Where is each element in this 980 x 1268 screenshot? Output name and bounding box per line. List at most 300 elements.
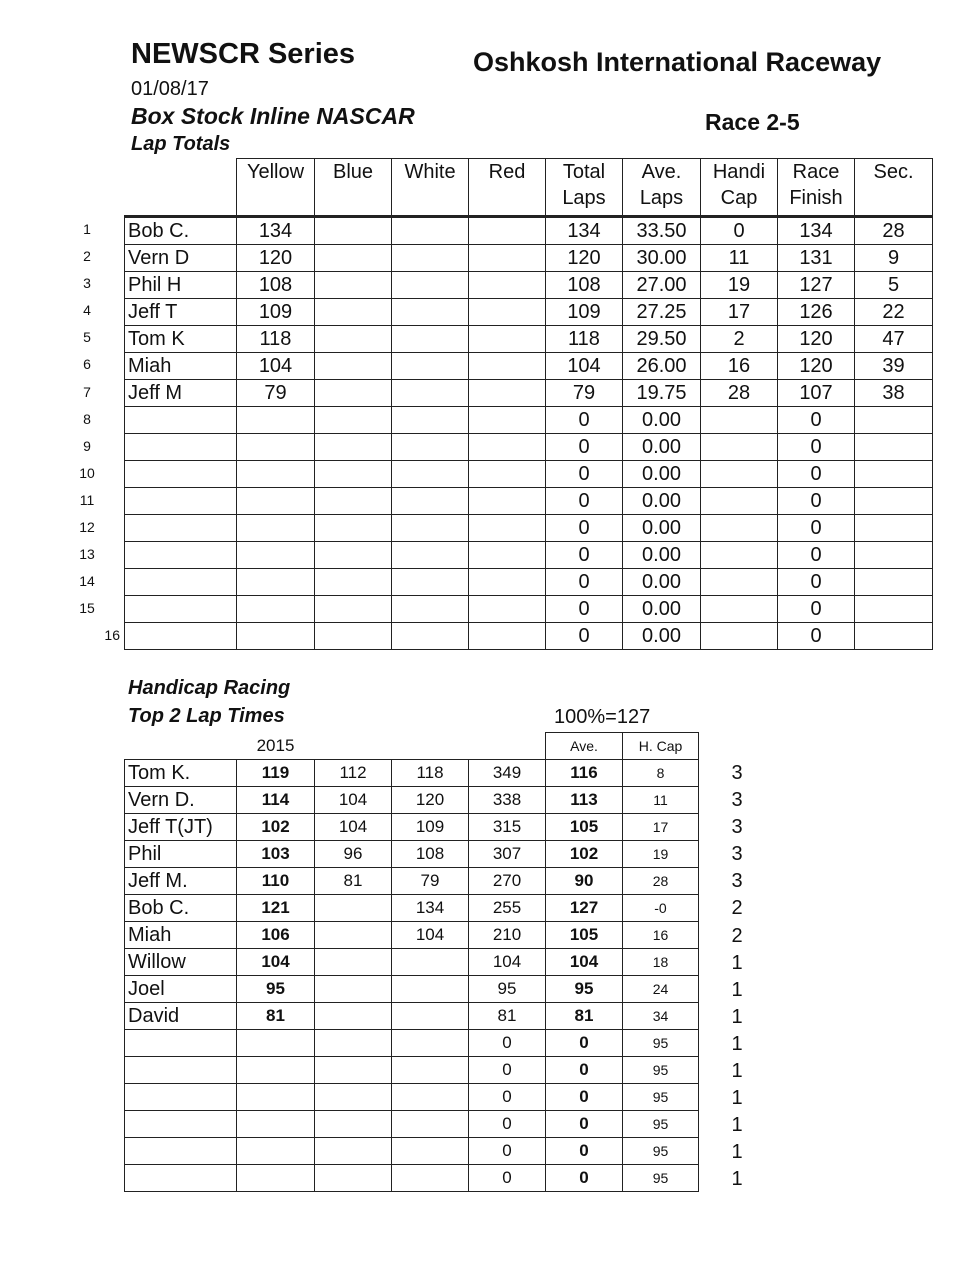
lap-cell-yellow — [237, 569, 315, 596]
lap-cell-finish: 0 — [778, 542, 855, 569]
lap-cell-name — [125, 488, 237, 515]
lap-cell-white — [392, 488, 469, 515]
hc-cell-hcap: 18 — [623, 949, 699, 976]
hc-cell-c1: 104 — [237, 949, 315, 976]
lap-table-header-row — [125, 159, 933, 217]
lap-cell-blue — [315, 380, 392, 407]
lap-cell-handicap — [701, 461, 778, 488]
lap-cell-blue — [315, 299, 392, 326]
header-ave-laps-label: Ave. Laps — [639, 161, 684, 209]
hc-cell-hcap: 17 — [623, 814, 699, 841]
hc-cell-c2 — [315, 1165, 392, 1192]
lap-cell-yellow: 109 — [237, 299, 315, 326]
header-red: Red — [469, 159, 546, 217]
lap-cell-red — [469, 272, 546, 299]
hc-cell-ave: 116 — [546, 760, 623, 787]
lap-cell-total: 104 — [546, 353, 623, 380]
hc-cell-c3 — [392, 1003, 469, 1030]
lap-cell-finish: 0 — [778, 434, 855, 461]
lap-cell-red — [469, 515, 546, 542]
handicap-row — [125, 1003, 699, 1030]
hc-cell-ave: 0 — [546, 1030, 623, 1057]
hc-cell-ave: 127 — [546, 895, 623, 922]
lap-cell-yellow — [237, 461, 315, 488]
hc-cell-hcap: 16 — [623, 922, 699, 949]
lap-cell-name: Vern D — [125, 245, 237, 272]
hc-cell-c3 — [392, 1138, 469, 1165]
lap-cell-sec — [855, 515, 933, 542]
lap-cell-finish: 120 — [778, 326, 855, 353]
row-number: 2 — [83, 248, 91, 265]
hc-cell-c3: 109 — [392, 814, 469, 841]
hc-cell-c1: 110 — [237, 868, 315, 895]
lap-cell-yellow — [237, 596, 315, 623]
row-number: 13 — [79, 546, 95, 563]
lap-table-row — [125, 434, 933, 461]
hc-header-hcap: H. Cap — [623, 733, 699, 760]
race-count: 3 — [731, 870, 743, 893]
hc-cell-sum: 0 — [469, 1165, 546, 1192]
lap-cell-total: 0 — [546, 461, 623, 488]
lap-cell-finish: 0 — [778, 623, 855, 650]
lap-cell-blue — [315, 326, 392, 353]
lap-table-row — [125, 353, 933, 380]
handicap-row — [125, 814, 699, 841]
event-date: 01/08/17 — [131, 78, 209, 100]
lap-cell-handicap — [701, 434, 778, 461]
hc-header-blank-4 — [469, 733, 546, 760]
lap-cell-white — [392, 407, 469, 434]
hc-cell-c1 — [237, 1111, 315, 1138]
lap-cell-total: 0 — [546, 407, 623, 434]
hc-cell-sum: 315 — [469, 814, 546, 841]
hc-cell-c2 — [315, 922, 392, 949]
handicap-row — [125, 895, 699, 922]
lap-cell-blue — [315, 515, 392, 542]
lap-cell-name: Phil H — [125, 272, 237, 299]
lap-cell-white — [392, 299, 469, 326]
race-count: 1 — [731, 951, 743, 974]
header-race-finish — [778, 159, 855, 217]
lap-cell-name: Jeff T — [125, 299, 237, 326]
lap-cell-yellow: 108 — [237, 272, 315, 299]
hc-cell-name: Jeff M. — [125, 868, 237, 895]
lap-cell-handicap: 2 — [701, 326, 778, 353]
hc-cell-c3 — [392, 1084, 469, 1111]
lap-cell-white — [392, 245, 469, 272]
lap-cell-ave: 27.00 — [623, 272, 701, 299]
lap-cell-finish: 0 — [778, 515, 855, 542]
lap-cell-finish: 126 — [778, 299, 855, 326]
header-blue: Blue — [315, 159, 392, 217]
hc-cell-hcap: 95 — [623, 1111, 699, 1138]
lap-cell-name — [125, 542, 237, 569]
hc-cell-c1: 121 — [237, 895, 315, 922]
hc-cell-c1: 95 — [237, 976, 315, 1003]
lap-cell-ave: 26.00 — [623, 353, 701, 380]
handicap-table — [124, 732, 699, 1192]
hc-cell-name: Joel — [125, 976, 237, 1003]
hc-cell-c3 — [392, 949, 469, 976]
lap-cell-red — [469, 623, 546, 650]
hc-cell-ave: 81 — [546, 1003, 623, 1030]
row-number: 7 — [83, 383, 91, 400]
hc-cell-sum: 0 — [469, 1111, 546, 1138]
lap-cell-handicap: 17 — [701, 299, 778, 326]
hc-cell-c3 — [392, 1111, 469, 1138]
handicap-row — [125, 1084, 699, 1111]
hc-cell-name: Miah — [125, 922, 237, 949]
hc-cell-c1: 119 — [237, 760, 315, 787]
header-handicap-label: Handi Cap — [712, 161, 766, 209]
lap-table-row — [125, 569, 933, 596]
lap-cell-handicap — [701, 515, 778, 542]
lap-cell-handicap: 11 — [701, 245, 778, 272]
lap-cell-handicap: 0 — [701, 217, 778, 245]
lap-cell-ave: 0.00 — [623, 542, 701, 569]
hc-cell-name — [125, 1165, 237, 1192]
lap-cell-ave: 0.00 — [623, 434, 701, 461]
race-class: Box Stock Inline NASCAR — [131, 103, 415, 129]
hc-cell-c1 — [237, 1057, 315, 1084]
lap-cell-total: 0 — [546, 434, 623, 461]
hc-cell-name — [125, 1084, 237, 1111]
lap-cell-white — [392, 596, 469, 623]
hc-cell-c3: 79 — [392, 868, 469, 895]
hc-cell-sum: 338 — [469, 787, 546, 814]
section-subtitle-top-laps: Top 2 Lap Times — [128, 705, 285, 727]
lap-cell-total: 0 — [546, 569, 623, 596]
lap-cell-name: Tom K — [125, 326, 237, 353]
lap-cell-sec — [855, 488, 933, 515]
lap-cell-finish: 131 — [778, 245, 855, 272]
handicap-row — [125, 1165, 699, 1192]
lap-cell-total: 0 — [546, 623, 623, 650]
hc-cell-c2 — [315, 1111, 392, 1138]
lap-cell-blue — [315, 245, 392, 272]
hc-cell-name: Tom K. — [125, 760, 237, 787]
hc-cell-c1 — [237, 1030, 315, 1057]
hc-cell-c1: 102 — [237, 814, 315, 841]
lap-cell-total: 0 — [546, 542, 623, 569]
lap-cell-yellow: 134 — [237, 217, 315, 245]
row-number: 12 — [79, 519, 95, 536]
hc-cell-hcap: 8 — [623, 760, 699, 787]
row-number: 5 — [83, 329, 91, 346]
hc-cell-c2 — [315, 976, 392, 1003]
lap-cell-sec — [855, 623, 933, 650]
race-count: 1 — [731, 1005, 743, 1028]
lap-cell-ave: 0.00 — [623, 461, 701, 488]
lap-cell-handicap — [701, 488, 778, 515]
hc-cell-name — [125, 1111, 237, 1138]
lap-cell-red — [469, 434, 546, 461]
lap-cell-sec — [855, 542, 933, 569]
lap-cell-finish: 107 — [778, 380, 855, 407]
lap-cell-red — [469, 596, 546, 623]
race-number: Race 2-5 — [705, 109, 800, 135]
race-count: 3 — [731, 843, 743, 866]
lap-cell-red — [469, 380, 546, 407]
lap-cell-ave: 0.00 — [623, 596, 701, 623]
lap-cell-sec: 38 — [855, 380, 933, 407]
lap-cell-blue — [315, 488, 392, 515]
hc-cell-c2 — [315, 1057, 392, 1084]
lap-cell-white — [392, 434, 469, 461]
lap-cell-white — [392, 272, 469, 299]
hc-cell-c2 — [315, 895, 392, 922]
lap-cell-blue — [315, 407, 392, 434]
hc-cell-sum: 0 — [469, 1084, 546, 1111]
race-count: 1 — [731, 1087, 743, 1110]
lap-cell-yellow: 118 — [237, 326, 315, 353]
hc-cell-c3: 108 — [392, 841, 469, 868]
header-blank — [125, 159, 237, 217]
race-count: 1 — [731, 1141, 743, 1164]
lap-cell-handicap — [701, 569, 778, 596]
hc-header-year: 2015 — [256, 735, 295, 755]
header-sec: Sec. — [855, 159, 933, 217]
lap-cell-sec: 9 — [855, 245, 933, 272]
hc-cell-c2: 81 — [315, 868, 392, 895]
lap-cell-ave: 30.00 — [623, 245, 701, 272]
lap-table-row — [125, 515, 933, 542]
hc-cell-name: Phil — [125, 841, 237, 868]
hc-cell-name — [125, 1057, 237, 1084]
lap-cell-yellow — [237, 542, 315, 569]
hc-cell-hcap: 19 — [623, 841, 699, 868]
lap-cell-blue — [315, 596, 392, 623]
hc-header-ave: Ave. — [546, 733, 623, 760]
hc-cell-c1 — [237, 1084, 315, 1111]
lap-table-row — [125, 245, 933, 272]
lap-cell-name: Miah — [125, 353, 237, 380]
lap-cell-ave: 0.00 — [623, 623, 701, 650]
lap-cell-sec — [855, 461, 933, 488]
hc-cell-c3 — [392, 1057, 469, 1084]
hc-cell-name — [125, 1030, 237, 1057]
race-count: 3 — [731, 762, 743, 784]
lap-cell-red — [469, 353, 546, 380]
lap-cell-finish: 127 — [778, 272, 855, 299]
race-count: 1 — [731, 978, 743, 1001]
handicap-formula: 100%=127 — [554, 706, 651, 728]
lap-table-row — [125, 380, 933, 407]
lap-cell-total: 79 — [546, 380, 623, 407]
lap-cell-blue — [315, 272, 392, 299]
lap-cell-handicap — [701, 623, 778, 650]
handicap-row — [125, 1057, 699, 1084]
lap-cell-finish: 0 — [778, 407, 855, 434]
header-white: White — [392, 159, 469, 217]
hc-cell-sum: 0 — [469, 1138, 546, 1165]
lap-cell-blue — [315, 569, 392, 596]
header-race-finish-label: Race Finish — [789, 161, 843, 209]
lap-table-row — [125, 596, 933, 623]
lap-cell-white — [392, 569, 469, 596]
lap-cell-blue — [315, 623, 392, 650]
hc-cell-ave: 0 — [546, 1138, 623, 1165]
lap-cell-red — [469, 245, 546, 272]
lap-cell-total: 109 — [546, 299, 623, 326]
row-number: 6 — [83, 356, 91, 373]
lap-cell-name — [125, 623, 237, 650]
lap-cell-handicap: 16 — [701, 353, 778, 380]
lap-cell-finish: 120 — [778, 353, 855, 380]
hc-cell-hcap: 95 — [623, 1084, 699, 1111]
lap-cell-name — [125, 569, 237, 596]
lap-cell-yellow: 104 — [237, 353, 315, 380]
row-number-column — [70, 216, 120, 650]
header-handicap — [701, 159, 778, 217]
hc-cell-name: Vern D. — [125, 787, 237, 814]
lap-cell-white — [392, 217, 469, 245]
hc-cell-sum: 0 — [469, 1057, 546, 1084]
hc-cell-sum: 307 — [469, 841, 546, 868]
hc-cell-c1: 114 — [237, 787, 315, 814]
hc-cell-c3: 120 — [392, 787, 469, 814]
lap-table-row — [125, 623, 933, 650]
lap-cell-yellow — [237, 407, 315, 434]
row-number: 4 — [83, 302, 91, 319]
hc-cell-c2: 104 — [315, 814, 392, 841]
lap-cell-finish: 0 — [778, 488, 855, 515]
hc-cell-c2: 104 — [315, 787, 392, 814]
row-number: 1 — [83, 221, 91, 237]
lap-cell-ave: 0.00 — [623, 407, 701, 434]
hc-cell-sum: 349 — [469, 760, 546, 787]
lap-cell-ave: 0.00 — [623, 569, 701, 596]
hc-cell-sum: 255 — [469, 895, 546, 922]
lap-cell-white — [392, 326, 469, 353]
lap-cell-handicap — [701, 542, 778, 569]
lap-cell-sec: 5 — [855, 272, 933, 299]
hc-cell-sum: 104 — [469, 949, 546, 976]
header-total-laps — [546, 159, 623, 217]
section-title-lap-totals: Lap Totals — [131, 133, 231, 155]
lap-cell-red — [469, 299, 546, 326]
race-count: 3 — [731, 789, 743, 812]
lap-cell-ave: 27.25 — [623, 299, 701, 326]
row-number: 14 — [79, 573, 95, 590]
lap-cell-name — [125, 407, 237, 434]
race-count-column — [722, 760, 752, 1194]
handicap-row — [125, 949, 699, 976]
lap-cell-total: 108 — [546, 272, 623, 299]
lap-cell-name: Bob C. — [125, 217, 237, 245]
handicap-row — [125, 1138, 699, 1165]
section-title-handicap: Handicap Racing — [128, 677, 291, 699]
hc-cell-c2: 96 — [315, 841, 392, 868]
lap-table-row — [125, 272, 933, 299]
lap-cell-blue — [315, 434, 392, 461]
lap-cell-sec — [855, 596, 933, 623]
hc-cell-hcap: -0 — [623, 895, 699, 922]
hc-cell-c2 — [315, 949, 392, 976]
hc-cell-ave: 104 — [546, 949, 623, 976]
lap-table-row — [125, 542, 933, 569]
row-number: 16 — [104, 627, 120, 644]
lap-cell-white — [392, 353, 469, 380]
hc-cell-ave: 105 — [546, 814, 623, 841]
race-count: 2 — [731, 897, 743, 920]
lap-cell-blue — [315, 217, 392, 245]
lap-cell-red — [469, 407, 546, 434]
hc-cell-c3 — [392, 1165, 469, 1192]
lap-cell-yellow: 120 — [237, 245, 315, 272]
lap-cell-ave: 0.00 — [623, 488, 701, 515]
lap-cell-red — [469, 542, 546, 569]
lap-cell-white — [392, 461, 469, 488]
handicap-header-row — [125, 733, 699, 760]
hc-cell-c1: 106 — [237, 922, 315, 949]
hc-cell-ave: 0 — [546, 1111, 623, 1138]
hc-cell-sum: 95 — [469, 976, 546, 1003]
lap-cell-sec: 47 — [855, 326, 933, 353]
hc-cell-hcap: 28 — [623, 868, 699, 895]
hc-cell-c2 — [315, 1030, 392, 1057]
lap-totals-table — [124, 158, 933, 650]
lap-cell-sec: 28 — [855, 217, 933, 245]
row-number: 9 — [83, 437, 91, 454]
lap-cell-blue — [315, 353, 392, 380]
lap-cell-sec — [855, 434, 933, 461]
race-count: 3 — [731, 816, 743, 839]
lap-cell-total: 0 — [546, 515, 623, 542]
handicap-row — [125, 1030, 699, 1057]
lap-cell-name — [125, 461, 237, 488]
lap-cell-sec: 22 — [855, 299, 933, 326]
hc-cell-c3: 118 — [392, 760, 469, 787]
hc-cell-ave: 105 — [546, 922, 623, 949]
handicap-row — [125, 787, 699, 814]
hc-cell-name: Bob C. — [125, 895, 237, 922]
race-count: 2 — [731, 924, 743, 947]
lap-cell-handicap: 28 — [701, 380, 778, 407]
hc-cell-hcap: 95 — [623, 1138, 699, 1165]
lap-cell-handicap — [701, 596, 778, 623]
hc-cell-ave: 90 — [546, 868, 623, 895]
hc-cell-hcap: 34 — [623, 1003, 699, 1030]
hc-cell-c1 — [237, 1165, 315, 1192]
lap-cell-red — [469, 569, 546, 596]
hc-cell-ave: 113 — [546, 787, 623, 814]
hc-cell-ave: 0 — [546, 1057, 623, 1084]
row-number: 15 — [79, 600, 95, 617]
hc-cell-name: Willow — [125, 949, 237, 976]
handicap-row — [125, 868, 699, 895]
lap-cell-finish: 134 — [778, 217, 855, 245]
track-name: Oshkosh International Raceway — [473, 47, 882, 77]
lap-cell-handicap — [701, 407, 778, 434]
lap-table-row — [125, 217, 933, 245]
lap-cell-yellow — [237, 488, 315, 515]
handicap-row — [125, 922, 699, 949]
lap-cell-total: 0 — [546, 488, 623, 515]
hc-header-blank-3 — [392, 733, 469, 760]
lap-cell-sec: 39 — [855, 353, 933, 380]
hc-cell-c2: 112 — [315, 760, 392, 787]
hc-cell-c3: 134 — [392, 895, 469, 922]
hc-cell-c2 — [315, 1138, 392, 1165]
lap-cell-total: 134 — [546, 217, 623, 245]
hc-cell-sum: 0 — [469, 1030, 546, 1057]
lap-table-row — [125, 407, 933, 434]
handicap-row — [125, 841, 699, 868]
hc-cell-sum: 81 — [469, 1003, 546, 1030]
lap-cell-red — [469, 488, 546, 515]
lap-cell-red — [469, 461, 546, 488]
